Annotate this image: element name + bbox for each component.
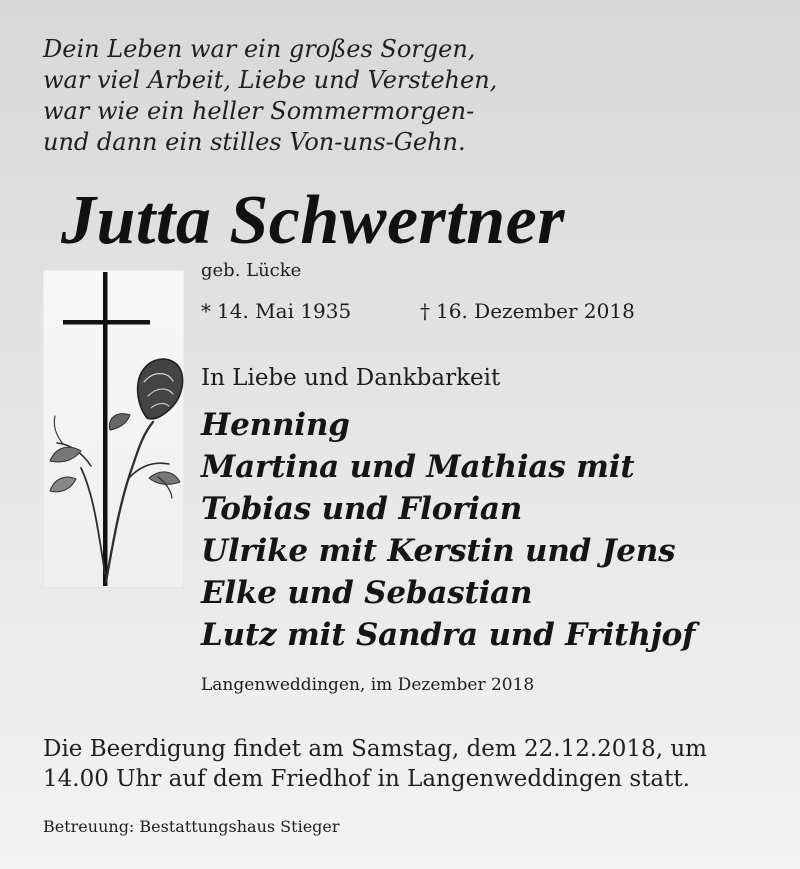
memorial-illustration [43,270,184,588]
funeral-home-credit: Betreuung: Bestattungshaus Stieger [43,817,340,836]
mourners-list [201,404,695,656]
mourner-line-3: Tobias und Florian [201,491,523,527]
funeral-line-1: Die Beerdigung findet am Samstag, dem 22.12.2018, um [43,736,707,762]
gratitude-intro: In Liebe und Dankbarkeit [201,365,501,391]
maiden-name: geb. Lücke [201,260,302,281]
poem-line-1: Dein Leben war ein großes Sorgen, [43,35,476,63]
place-and-date: Langenweddingen, im Dezember 2018 [201,675,535,695]
rose-icon [50,359,183,582]
death-symbol: † [420,299,430,323]
funeral-line-2: 14.00 Uhr auf dem Friedhof in Langenweddingen statt. [43,766,690,792]
cross-icon [63,272,150,586]
death-date: 16. Dezember 2018 [436,299,635,323]
mourner-line-5: Elke und Sebastian [201,575,533,611]
mourner-line-1: Henning [201,407,350,443]
mourner-line-4: Ulrike mit Kerstin und Jens [201,533,676,569]
poem-line-3: war wie ein heller Sommermorgen- [43,97,475,125]
mourner-line-2: Martina und Mathias mit [201,449,635,485]
funeral-announcement [43,734,743,794]
deceased-name: Jutta Schwertner [61,182,565,259]
birth-symbol: * [201,299,211,323]
poem-line-2: war viel Arbeit, Liebe und Verstehen, [43,66,498,94]
memorial-poem [43,34,563,158]
death-date-line [420,299,635,323]
birth-date: 14. Mai 1935 [217,299,352,323]
memorial-image [43,270,184,588]
poem-line-4: und dann ein stilles Von-uns-Gehn. [43,128,466,156]
birth-date-line [201,299,351,323]
mourner-line-6: Lutz mit Sandra und Frithjof [201,617,696,653]
